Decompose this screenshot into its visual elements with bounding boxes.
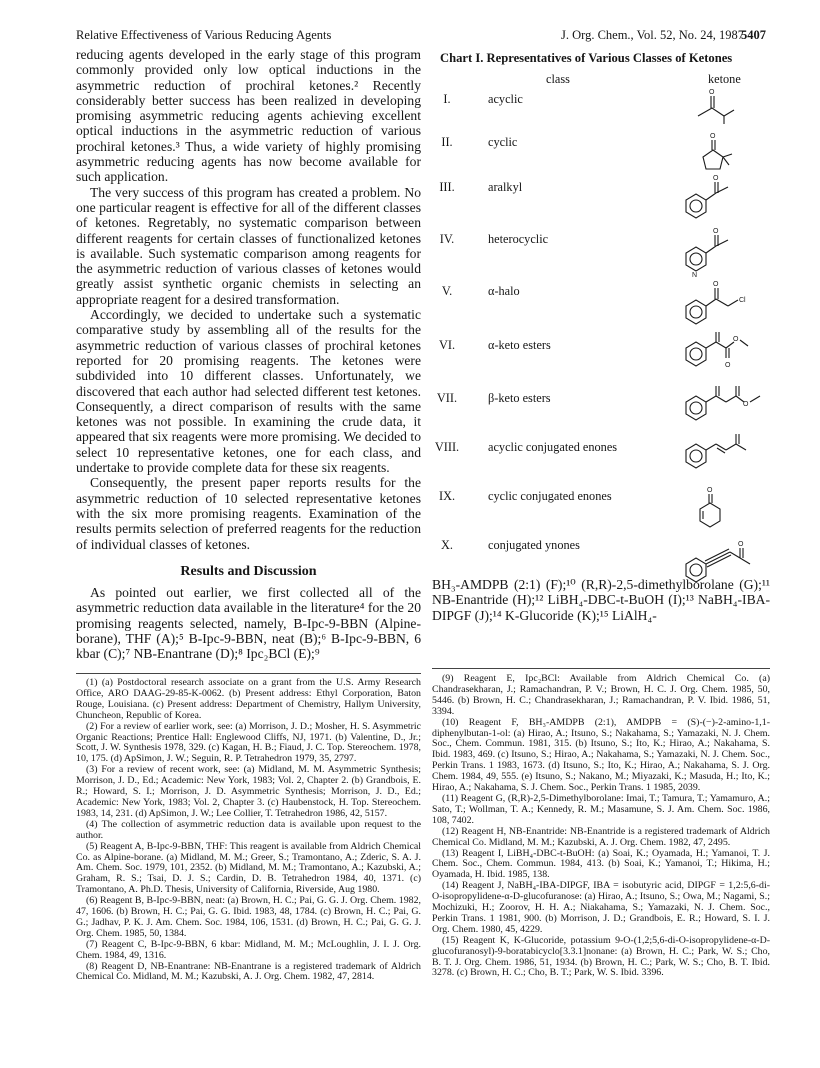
cyclic-enone-structure	[688, 484, 738, 534]
row-numeral: X.	[441, 538, 453, 552]
row-numeral: VII.	[436, 391, 458, 405]
section-heading: Results and Discussion	[180, 563, 317, 579]
paragraph: Consequently, the present paper reports results for the asymmetric reduction of 10 selected representative ketones with the six more promising reagents. Examination of the results permits selection of preferred reagents for the reduction of individual classes of ketones.	[76, 475, 421, 552]
row-numeral: I.	[443, 92, 451, 106]
row-numeral: V.	[441, 284, 453, 298]
footnote: (13) Reagent I, LiBH₄-DBC-t-BuOH: (a) Soai, K.; Oyamada, H.; Yamanoi, T. J. Chem. Soc., Chem. Commun. 1984, 413. (b) Soai, K.; Yamanoi, T.; Hikima, H.; Oyamada, H. Ibid. 1985, 138.	[432, 847, 770, 881]
footnote: (3) For a review of recent work, see: (a) Midland, M. M. Asymmetric Synthesis; Morrison, J. D., Ed.; Academic: New York, 1983; Vol. 2, Chapter 2. (b) Grandbois, E. R.; Howard, S. I.; Morrison, J. D. Asymmetric Synthesis; Morrison, J. D., Ed.; Academic: New York, 1983; Vol. 2, Chapter 3. (c) Haubenstock, H. Top. Stereochem. 1983, 14, 231. (d) ApSimon, J. W.; Lee Collier, T. Tetrahedron 1986, 42, 5157.	[76, 764, 421, 819]
row-label: cyclic	[488, 135, 518, 149]
oxygen-atom-label: O	[713, 175, 719, 182]
body-left-column	[76, 47, 421, 662]
paragraph: BH₃-AMDPB (2:1) (F);¹⁰ (R,R)-2,5-dimethylborolane (G);¹¹ NB-Enantride (H);¹² LiBH₄-DBC-t-BuOH (I);¹³ NaBH₄-IBA-DIPGF (J);¹⁴ K-Glucoride (K);¹⁵ LiAlH₄-	[432, 577, 770, 623]
row-numeral: III.	[439, 180, 455, 194]
footnote: (6) Reagent B, B-Ipc-9-BBN, neat: (a) Brown, H. C.; Pai, G. G. J. Org. Chem. 1982, 47, 1606. (b) Brown, H. C.; Pai, G. G. Ibid. 1983, 48, 1784. (c) Brown, H. C.; Pai, G. G.; Jadhav, P. K. J. Am. Chem. Soc. 1984, 106, 1531. (d) Brown, H. C.; Pai, G. G. J. Org. Chem. 1985, 50, 1384.	[76, 895, 421, 939]
footnote: (11) Reagent G, (R,R)-2,5-Dimethylborolane: Imai, T.; Tamura, T.; Yamamuro, A.; Sato, T.; Wollman, T. A.; Kennedy, R. M.; Masamune, S. J. Am. Chem. Soc. 1986, 108, 7402.	[432, 792, 770, 826]
footnote-divider	[76, 673, 421, 674]
footnote: (2) For a review of earlier work, see: (a) Morrison, J. D.; Mosher, H. S. Asymmetric Organic Reactions; Prentice Hall: Englewood Cliffs, NJ, 1971. (b) Valentine, D., Jr.; Scott, J. W. Synthesis 1978, 329. (c) Kagan, H. B.; Fiaud, J. C. Top. Stereochem. 1978, 10, 175. (d) ApSimon, J. W.; Seguin, R. P. Tetrahedron 1979, 35, 2797.	[76, 720, 421, 765]
body-right-column	[432, 577, 770, 623]
footnote: (15) Reagent K, K-Glucoride, potassium 9-O-(1,2;5,6-di-O-isopropylidene-α-D-glucofuranosyl)-9-boratabicyclo[3.3.1]nonane: (a) Brown, H. C.; Park, W. S.; Cho, B. T. J. Org. Chem. 1986, 51, 1934. (b) Brown, H. C.; Park, W. S.; Cho, B. T. Ibid. 3278. (c) Brown, H. C.; Cho, B. T.; Park, W. S. Ibid. 3396.	[432, 934, 770, 979]
row-numeral: II.	[441, 135, 453, 149]
paragraph: reducing agents developed in the early stage of this program commonly provided only low optical inductions in the asymmetric reduction of prochiral ketones.² Recently considerably better success has been realized in developing promising asymmetric reducing agents achieving excellent optical inductions in the asymmetric reduction of various prochiral ketones.³ Thus, a wide variety of highly promising asymmetric reducing agents has now become available for such application.	[76, 47, 421, 185]
row-label: acyclic	[488, 92, 523, 106]
footnote: (5) Reagent A, B-Ipc-9-BBN, THF: This reagent is available from Aldrich Chemical Co. as Alpine-borane. (a) Midland, M. M.; Greer, S.; Tramontano, A.; Zderic, S. A. J. Am. Chem. Soc. 1979, 101, 2352. (b) Midland, M. M.; Tramontano, A.; Kazubski, A.; Graham, R. S.; Tsai, D. J. S.; Cardin, D. B. Tetrahedron 1984, 40, 1371. (c) Tramontano, A. Ph.D. Thesis, University of California, Riverside, Aug 1980.	[76, 840, 421, 896]
acyclic-ketone-structure	[690, 86, 740, 126]
alpha-halo-ketone-structure	[680, 278, 760, 332]
row-label: cyclic conjugated enones	[488, 489, 612, 503]
footnote: (12) Reagent H, NB-Enantride: NB-Enantride is a registered trademark of Aldrich Chemical Co. Midland, M. M.; Kazubski, A. J. Org. Chem. 1982, 47, 2495.	[432, 825, 770, 848]
row-label: heterocyclic	[488, 232, 549, 246]
oxygen-atom-label: O	[725, 362, 731, 369]
row-label: conjugated ynones	[488, 538, 580, 552]
footnote: (10) Reagent F, BH₃-AMDPB (2:1), AMDPB = (S)-(−)-2-amino-1,1-diphenylbutan-1-ol: (a) Hirao, A.; Itsuno, S.; Nakahama, S.; Yamazaki, N. J. Chem. Soc., Chem. Commun. 1981, 315. (b) Itsuno, S.; Ito, K.; Hirao, A.; Nakahama, S. Ibid. 1983, 469. (c) Itsuno, S.; Hirao, A.; Nakahama, S.; Yamazaki, N. J. Chem. Soc., Perkin Trans. 1 1983, 1673. (d) Itsuno, S.; Ito, K.; Hirao, A.; Nakahama, S. J. Org. Chem. 1984, 49, 555. (e) Itsuno, S.; Nakano, M.; Miyazaki, K.; Masuda, H.; Ito, K.; Hirao, A.; Nakahama, S. J. Chem. Soc., Perkin Trans. 1 1985, 2039.	[432, 716, 770, 794]
oxygen-atom-label: O	[738, 541, 744, 548]
row-numeral: VIII.	[434, 440, 460, 454]
footnote-divider	[432, 668, 770, 669]
oxygen-atom-label: O	[709, 89, 715, 96]
oxygen-atom-label: O	[707, 487, 713, 494]
page-number: 5407	[741, 28, 766, 42]
footnote: (7) Reagent C, B-Ipc-9-BBN, 6 kbar: Midland, M. M.; McLoughlin, J. I. J. Org. Chem. 1984, 49, 1316.	[76, 938, 421, 961]
oxygen-atom-label: O	[713, 228, 719, 235]
heterocyclic-ketone-structure	[680, 225, 740, 279]
row-numeral: IV.	[439, 232, 455, 246]
row-label: aralkyl	[488, 180, 523, 194]
cyclic-ketone-structure	[690, 130, 740, 174]
footnote: (14) Reagent J, NaBH₄-IBA-DIPGF, IBA = isobutyric acid, DIPGF = 1,2:5,6-di-O-isopropylidene-α-D-glucofuranose: (a) Hirao, A.; Itsuno, S.; Owa, M.; Nagami, S.; Mochizuki, H.; Zoorov, H. H. A.; Niakahama, S.; Yamazaki, N. J. Chem. Soc., Perkin Trans. 1 1981, 900. (b) Morrison, J. D.; Grandbois, E. R.; Howard, S. I. J. Org. Chem. 1980, 45, 4229.	[432, 880, 770, 935]
chart-col-ketone: ketone	[708, 72, 741, 86]
footnote: (4) The collection of asymmetric reduction data is available upon request to the author.	[76, 818, 421, 841]
oxygen-atom-label: O	[733, 336, 739, 343]
chart-title: Chart I. Representatives of Various Classes of Ketones	[440, 51, 733, 65]
row-numeral: IX.	[438, 489, 456, 503]
oxygen-atom-label: O	[743, 401, 749, 408]
beta-keto-ester-structure	[680, 384, 770, 434]
paragraph: The very success of this program has created a problem. No one particular reagent is effective for all of the different classes of ketones. Regretably, no systematic comparison between different reagents for certain classes of functionalized ketones is available. Such systematic comparison among reagents for the asymmetric reduction of various classes of ketones would greatly assist synthetic organic chemists in selecting an appropriate reagent for a desired transformation.	[76, 184, 421, 307]
acyclic-enone-structure	[680, 432, 760, 480]
running-title: Relative Effectiveness of Various Reducing Agents	[76, 28, 332, 42]
row-label: acyclic conjugated enones	[488, 440, 618, 454]
footnotes-left	[76, 678, 421, 983]
chlorine-atom-label: Cl	[739, 297, 746, 304]
row-label: β-keto esters	[488, 391, 551, 405]
oxygen-atom-label: O	[713, 281, 719, 288]
footnote: (1) (a) Postdoctoral research associate on a grant from the U.S. Army Research Office, ARO DAAG-29-85-K-0062. (b) Present address: Ethyl Corporation, Baton Rouge, Louisiana. (c) Present address: Department of Chemistry, Hallym University, Chuncheon, Republic of Korea.	[76, 677, 421, 721]
row-numeral: VI.	[438, 338, 456, 352]
chart-col-class: class	[546, 72, 570, 86]
row-label: α-keto esters	[488, 338, 551, 352]
alpha-keto-ester-structure	[680, 330, 760, 386]
nitrogen-atom-label: N	[692, 272, 698, 279]
footnotes-right	[432, 674, 770, 979]
row-label: α-halo	[488, 284, 520, 298]
footnote: (8) Reagent D, NB-Enantrane: NB-Enantrane is a registered trademark of Aldrich Chemical Co. Midland, M. M.; Kazubski, A. J. Org. Chem. 1982, 47, 2814.	[76, 960, 421, 983]
paragraph: Accordingly, we decided to undertake such a systematic comparative study by assembling all of the results for the asymmetric reduction of various classes of prochiral ketones reported for 20 promising reagents. The ketones were subdivided into 10 different classes. Unfortunately, we discovered that each author had selected different test ketones. Consequently, a direct comparison of results with the same ketones was not possible. In examining the crude data, it appeared that six reagents were more promising. We decided to select 10 representative ketones, one for each class, and undertake to provide complete data for these six reagents.	[76, 307, 421, 476]
oxygen-atom-label: O	[710, 133, 716, 140]
paragraph: As pointed out earlier, we first collected all of the asymmetric reduction data available in the literature⁴ for the 20 promising reagents selected, namely, B-Ipc-9-BBN (Alpine-borane), THF (A);⁵ B-Ipc-9-BBN, neat (B);⁶ B-Ipc-9-BBN, 6 kbar (C);⁷ NB-Enantrane (D);⁸ Ipc₂BCl (E);⁹	[76, 585, 421, 662]
journal-citation: J. Org. Chem., Vol. 52, No. 24, 1987	[561, 28, 745, 42]
footnote: (9) Reagent E, Ipc₂BCl: Available from Aldrich Chemical Co. (a) Chandrasekharan, J.; Ramachandran, P. V.; Brown, H. C. J. Org. Chem. 1985, 50, 5446. (b) Brown, H. C.; Chandrasekharan, J.; Ramachandran, P. V. Ibid. 1986, 51, 3394.	[432, 673, 770, 717]
aralkyl-ketone-structure	[680, 172, 740, 224]
